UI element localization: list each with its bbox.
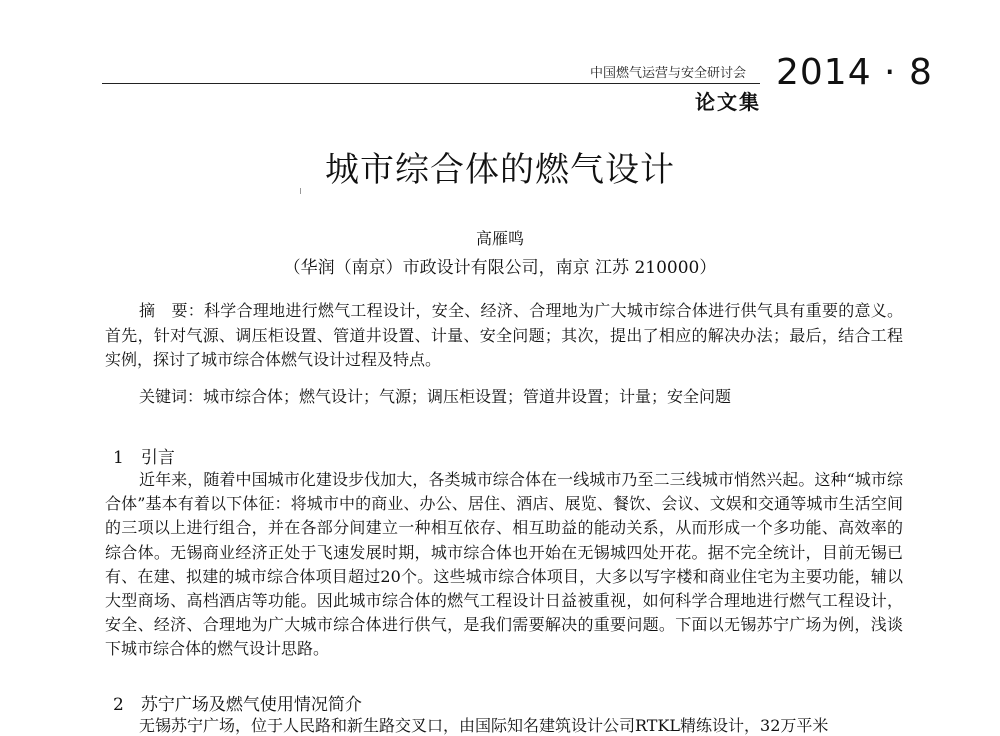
conference-name: 中国燃气运营与安全研讨会 (590, 66, 747, 81)
abstract: 摘 要：科学合理地进行燃气工程设计，安全、经济、合理地为广大城市综合体进行供气具有重要的意义。首先，针对气源、调压柜设置、管道井设置、计量、安全问题；其次，提出了相应的解决办法；最后，结合工程实例，探讨了城市综合体燃气设计过程及特点。 (105, 301, 903, 369)
section-2-paragraph: 无锡苏宁广场，位于人民路和新生路交叉口，由国际知名建筑设计公司RTKL精练设计，32万平米 (139, 716, 829, 735)
column-label: 论文集 (695, 90, 761, 114)
section-1-heading: 1 引言 (113, 448, 175, 468)
header-rule (102, 83, 760, 84)
section-2-heading: 2 苏宁广场及燃气使用情况简介 (113, 695, 362, 715)
author-affiliation: （华润（南京）市政设计有限公司，南京 江苏 210000） (283, 258, 717, 278)
keywords: 关键词：城市综合体；燃气设计；气源；调压柜设置；管道井设置；计量；安全问题 (139, 387, 732, 406)
scan-mark (300, 188, 301, 194)
author-name: 高雁鸣 (475, 229, 524, 248)
issue-date: 2014 · 8 (776, 52, 933, 93)
section-1-paragraph: 近年来，随着中国城市化建设步伐加大，各类城市综合体在一线城市乃至二三线城市悄然兴起。这种“城市综合体”基本有着以下体征：将城市中的商业、办公、居住、酒店、展览、餐饮、会议、文娱和交通等城市生活空间的三项以上进行组合，并在各部分间建立一种相互依存、相互助益的能动关系，从而形成一个多功能、高效率的综合体。无锡商业经济正处于飞速发展时期，城市综合体也开始在无锡城四处开花。据不完全统计，目前无锡已有、在建、拟建的城市综合体项目超过20个。这些城市综合体项目，大多以写字楼和商业住宅为主要功能，辅以大型商场、高档酒店等功能。因此城市综合体的燃气工程设计日益被重视，如何科学合理地进行燃气工程设计，安全、经济、合理地为广大城市综合体进行供气，是我们需要解决的重要问题。下面以无锡苏宁广场为例，浅谈下城市综合体的燃气设计思路。 (105, 470, 903, 659)
paper-title: 城市综合体的燃气设计 (325, 150, 675, 190)
